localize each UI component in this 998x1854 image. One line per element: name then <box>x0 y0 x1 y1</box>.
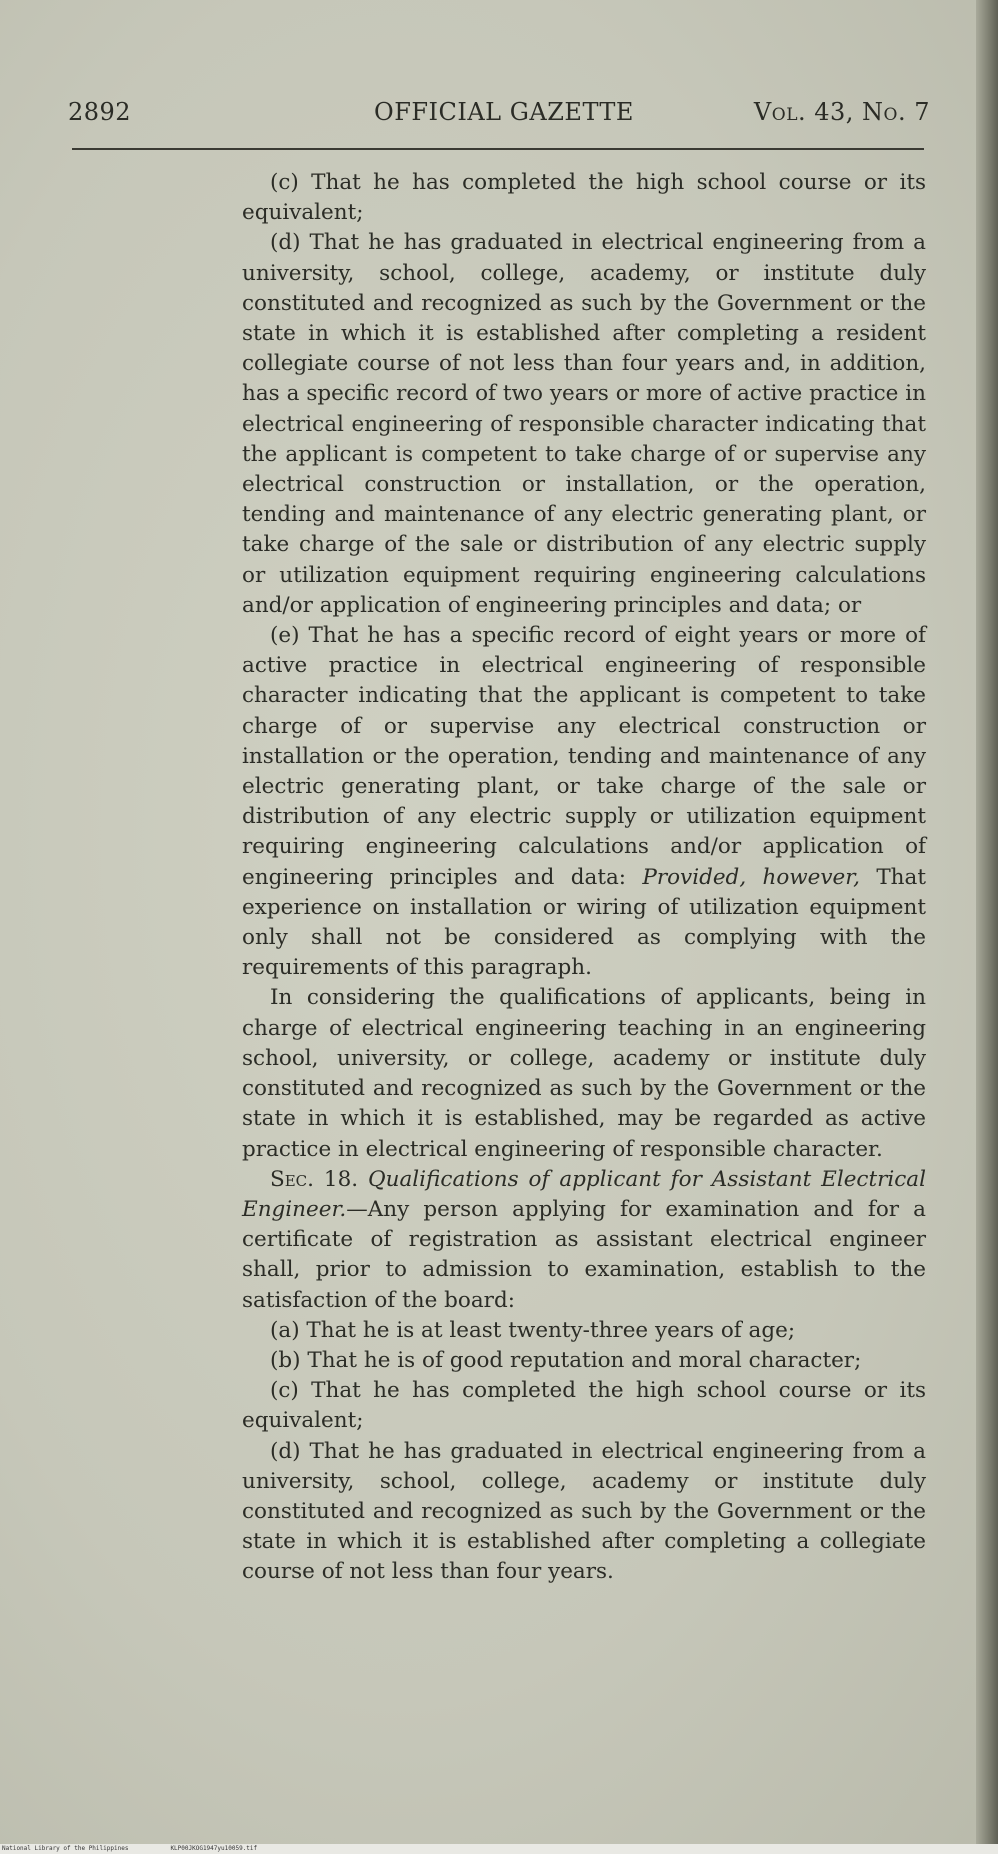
paragraph-c2-highschool: (c) That he has completed the high school course or its equivalent; <box>242 1378 926 1434</box>
header-rule <box>72 148 924 150</box>
gazette-title: OFFICIAL GAZETTE <box>374 98 634 126</box>
section-body: —Any person applying for examination and for a certificate of registration as assistant electrical engineer shall, prior to admission to examination, establish to the satisfaction of the board: <box>242 1196 926 1313</box>
paragraph-d2-graduate: (d) That he has graduated in electrical engineering from a university, school, college, academy or institute duly constituted and recognized as such by the Government or the state in which it is established after completing a collegiate course of not less than four years. <box>242 1438 926 1585</box>
paragraph-b-character: (b) That he is of good reputation and moral character; <box>270 1347 862 1373</box>
page-number: 2892 <box>68 98 132 126</box>
file-name: KLP00JKOG1947yu10059.tif <box>170 1845 258 1852</box>
paragraph-c-highschool: (c) That he has completed the high school course or its equivalent; <box>242 170 926 226</box>
proviso-italic: Provided, however, <box>642 864 861 890</box>
section-18 <box>242 1165 926 1316</box>
section-label: Sec. 18. <box>270 1166 359 1192</box>
section-title: Qualifications of applicant for Assistant Electrical Engineer. <box>242 1166 926 1222</box>
scan-footer <box>0 1844 998 1854</box>
page-header <box>68 98 930 132</box>
page-edge-shadow <box>976 0 998 1854</box>
paragraph-e-experience <box>242 621 926 983</box>
paragraph-d-graduate: (d) That he has graduated in electrical engineering from a university, school, college, academy, or institute duly constituted and recognized as such by the Government or the state in which it is established after completing a resident collegiate course of not less than four years and, in addition, has a specific record of two years or more of active practice in electrical engineering of responsible character indicating that the applicant is competent to take charge of or supervise any electrical construction or installation, or the operation, tending and maintenance of any electric generating plant, or take charge of the sale or distribution of any electric supply or utilization equipment requiring engineering calculations and/or application of engineering principles and data; or <box>242 230 926 618</box>
library-name: National Library of the Philippines <box>2 1845 129 1852</box>
volume-number: Vol. 43, No. 7 <box>753 98 930 126</box>
paragraph-e-proviso: That experience on installation or wiring of utilization equipment only shall not be considered as complying with the requirements of this paragraph. <box>242 864 926 981</box>
paragraph-a-age: (a) That he is at least twenty-three years of age; <box>270 1317 796 1343</box>
page-body <box>242 168 926 1588</box>
paragraph-considering: In considering the qualifications of applicants, being in charge of electrical engineering teaching in an engineering school, university, or college, academy or institute duly constituted and recognized as such by the Government or the state in which it is established, may be regarded as active practice in electrical engineering of responsible character. <box>242 985 926 1162</box>
paragraph-e-text: (e) That he has a specific record of eight years or more of active practice in electrical engineering of responsible character indicating that the applicant is competent to take charge of or supervise any electrical construction or installation or the operation, tending and maintenance of any electric generating plant, or take charge of the sale or distribution of any electric supply or utilization equipment requiring engineering calculations and/or application of engineering principles and data: <box>242 623 926 890</box>
